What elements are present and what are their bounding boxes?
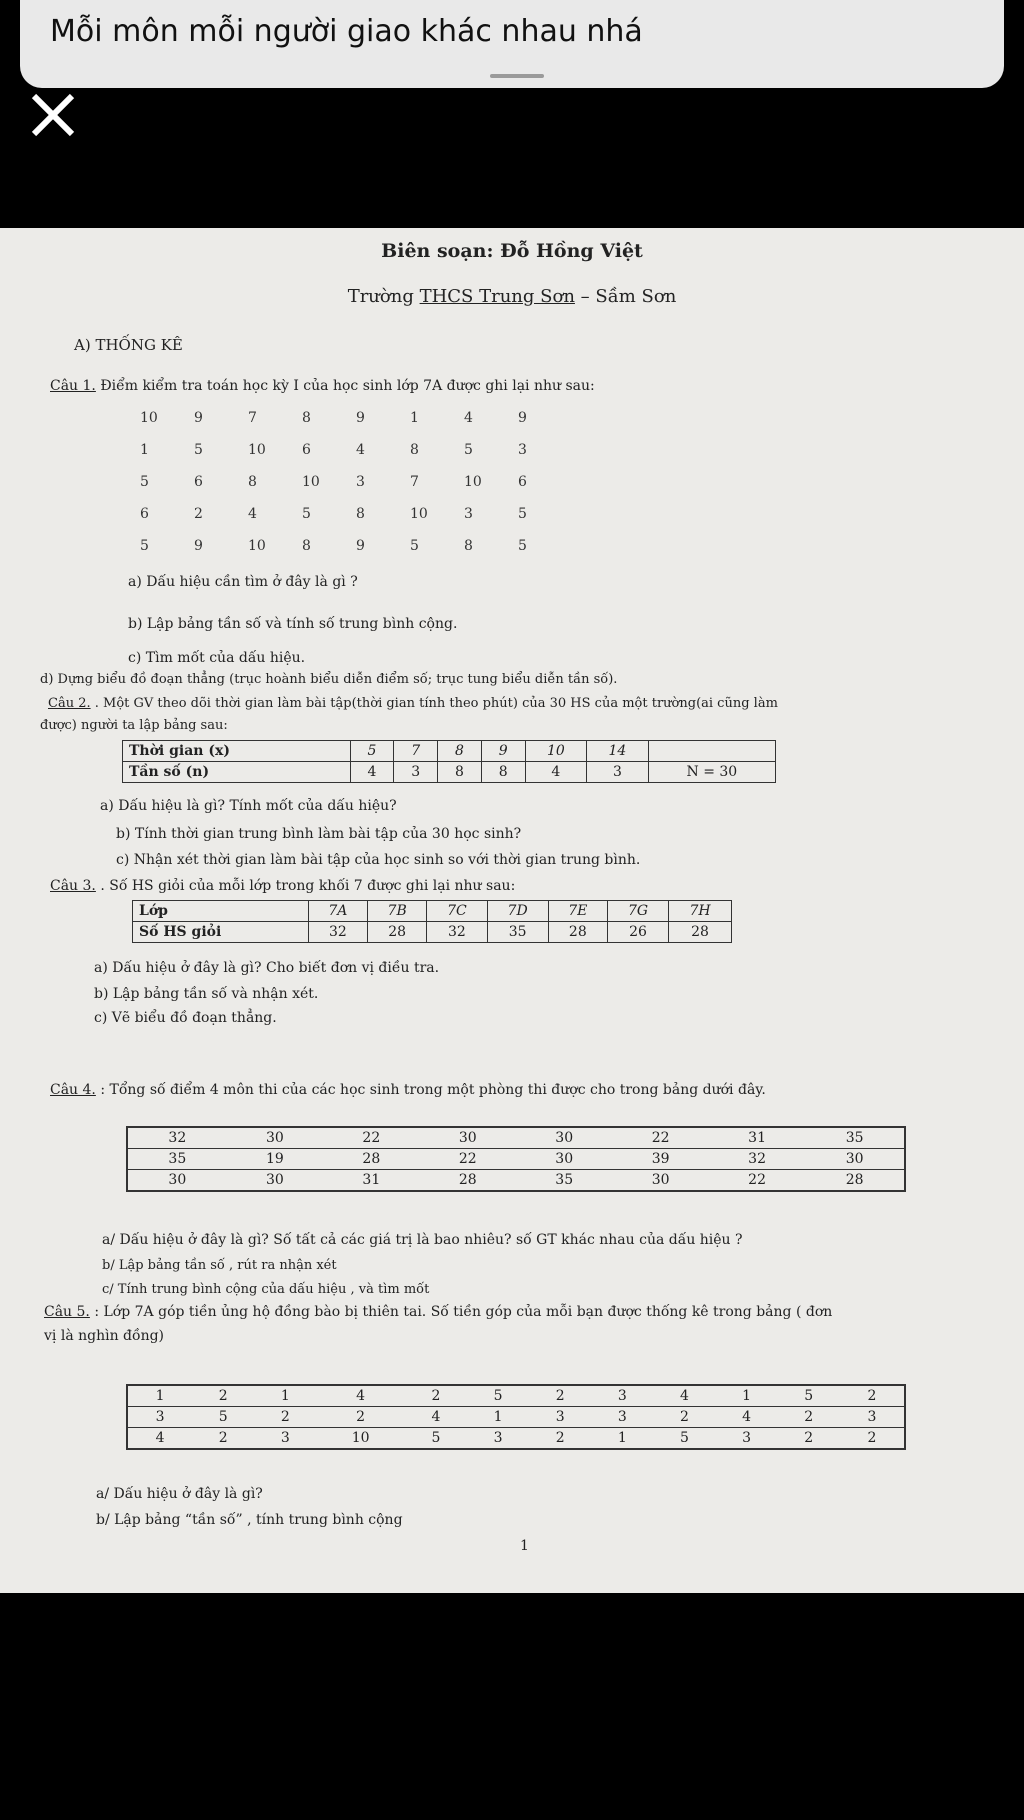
- table-cell: 8: [438, 762, 482, 783]
- q1-cell: 8: [356, 506, 365, 522]
- q1-d: d) Dựng biểu đồ đoạn thẳng (trục hoành biểu diễn điểm số; trục tung biểu diễn tần số).: [40, 672, 618, 687]
- table-cell: 39: [612, 1149, 708, 1170]
- q3-a: a) Dấu hiệu ở đây là gì? Cho biết đơn vị điều tra.: [94, 960, 440, 976]
- q1-cell: 9: [194, 538, 203, 554]
- table-cell: 5: [653, 1428, 715, 1450]
- table-row: [127, 1428, 905, 1450]
- table-cell: 7C: [427, 901, 487, 922]
- table-row: [127, 1127, 905, 1149]
- drag-handle[interactable]: [490, 74, 544, 78]
- q3-row-header: Lớp: [133, 901, 309, 922]
- table-cell: 4: [356, 1388, 366, 1404]
- close-button[interactable]: [26, 88, 80, 142]
- table-cell: 22: [651, 1130, 670, 1146]
- table-cell: 2: [778, 1428, 840, 1450]
- q2-line: [48, 696, 778, 711]
- table-cell: 3: [840, 1407, 905, 1428]
- q4-b: b/ Lập bảng tần số , rút ra nhận xét: [102, 1258, 337, 1273]
- q2-b: b) Tính thời gian trung bình làm bài tập của 30 học sinh?: [116, 826, 522, 842]
- table-cell: 2: [254, 1407, 316, 1428]
- table-cell: 22: [420, 1149, 516, 1170]
- table-cell: 2: [867, 1388, 877, 1404]
- q2-row-header: Thời gian (x): [123, 741, 351, 762]
- table-cell: 28: [367, 922, 426, 943]
- table-cell: 26: [607, 922, 668, 943]
- table-cell: 3: [254, 1428, 316, 1450]
- table-cell: 30: [612, 1170, 708, 1192]
- q1-cell: 6: [194, 474, 203, 490]
- q3-c: c) Vẽ biểu đồ đoạn thẳng.: [94, 1010, 277, 1026]
- table-cell: 3: [716, 1428, 778, 1450]
- table-row: [127, 1149, 905, 1170]
- table-cell: 4: [350, 762, 394, 783]
- q1-cell: 1: [140, 442, 149, 458]
- table-cell: 30: [458, 1130, 477, 1146]
- q5-line: [44, 1304, 832, 1320]
- q1-cell: 3: [518, 442, 527, 458]
- q1-cell: 5: [194, 442, 203, 458]
- table-cell: 2: [529, 1428, 591, 1450]
- table-cell: 3: [529, 1407, 591, 1428]
- q3-line: [50, 878, 515, 894]
- section-title: A) THỐNG KÊ: [74, 336, 183, 354]
- q1-cell: 5: [518, 506, 527, 522]
- q4-a: a/ Dấu hiệu ở đây là gì? Số tất cả các giá trị là bao nhiêu? số GT khác nhau của dấu hiệu ?: [102, 1232, 743, 1248]
- q1-cell: 2: [194, 506, 203, 522]
- table-cell: 14: [587, 741, 649, 762]
- table-cell: 30: [127, 1170, 227, 1192]
- q1-cell: 6: [140, 506, 149, 522]
- table-row: [133, 922, 732, 943]
- table-cell: 1: [155, 1388, 165, 1404]
- table-cell: 7G: [607, 901, 668, 922]
- q1-cell: 10: [248, 538, 266, 554]
- q1-a: a) Dấu hiệu cần tìm ở đây là gì ?: [128, 574, 358, 590]
- q1-cell: 10: [248, 442, 266, 458]
- q1-cell: 9: [194, 410, 203, 426]
- table-cell: 22: [362, 1130, 381, 1146]
- table-cell: 10: [316, 1428, 405, 1450]
- q1-cell: 4: [464, 410, 473, 426]
- q1-cell: 5: [140, 538, 149, 554]
- q2-table: [122, 740, 776, 783]
- q1-cell: 3: [464, 506, 473, 522]
- table-cell: 2: [316, 1407, 405, 1428]
- q1-prompt: Điểm kiểm tra toán học kỳ I của học sinh lớp 7A được ghi lại như sau:: [100, 378, 595, 394]
- q1-c: c) Tìm mốt của dấu hiệu.: [128, 650, 306, 666]
- q4-prompt: : Tổng số điểm 4 môn thi của các học sinh trong một phòng thi được cho trong bảng dưới đây.: [100, 1082, 766, 1098]
- author-line: Biên soạn: Đỗ Hồng Việt: [381, 240, 643, 262]
- table-cell: 7B: [367, 901, 426, 922]
- q1-cell: 8: [302, 410, 311, 426]
- q2-label: Câu 2.: [48, 696, 91, 711]
- table-cell: [648, 741, 775, 762]
- table-row: [127, 1407, 905, 1428]
- q1-cell: 5: [464, 442, 473, 458]
- table-row: [127, 1170, 905, 1192]
- q2-prompt: . Một GV theo dõi thời gian làm bài tập(thời gian tính theo phút) của 30 HS của một trường(ai cũng làm: [94, 696, 778, 711]
- table-row: [133, 901, 732, 922]
- table-cell: 10: [525, 741, 587, 762]
- q1-cell: 8: [248, 474, 257, 490]
- school-line: [0, 286, 1024, 307]
- q3-prompt: . Số HS giỏi của mỗi lớp trong khối 7 được ghi lại như sau:: [100, 878, 516, 894]
- table-cell: 19: [227, 1149, 323, 1170]
- q2-a: a) Dấu hiệu là gì? Tính mốt của dấu hiệu?: [100, 798, 397, 814]
- table-cell: 32: [168, 1130, 187, 1146]
- q4-c: c/ Tính trung bình cộng của dấu hiệu , và tìm mốt: [102, 1282, 430, 1297]
- page-number: 1: [520, 1538, 529, 1554]
- table-cell: 22: [709, 1170, 805, 1192]
- q1-cell: 4: [356, 442, 365, 458]
- notification-message: Mỗi môn mỗi người giao khác nhau nhá: [50, 14, 643, 49]
- q1-cell: 6: [518, 474, 527, 490]
- q1-cell: 10: [464, 474, 482, 490]
- q1-cell: 4: [248, 506, 257, 522]
- q4-line: [50, 1082, 766, 1098]
- table-cell: 7E: [548, 901, 607, 922]
- table-cell: 3: [617, 1388, 627, 1404]
- table-cell: 31: [748, 1130, 766, 1146]
- table-cell: 30: [555, 1130, 574, 1146]
- table-cell: 3: [591, 1407, 653, 1428]
- q5-prompt-cont: vị là nghìn đồng): [44, 1328, 165, 1344]
- q5-label: Câu 5.: [44, 1304, 90, 1320]
- table-cell: 30: [516, 1149, 612, 1170]
- q3-row-header: Số HS giỏi: [133, 922, 309, 943]
- q1-cell: 1: [410, 410, 419, 426]
- table-cell: 7H: [669, 901, 732, 922]
- table-cell: 7: [394, 741, 438, 762]
- table-cell: 2: [431, 1388, 441, 1404]
- table-cell: 35: [487, 922, 548, 943]
- table-cell: 2: [218, 1388, 228, 1404]
- table-cell: 1: [591, 1428, 653, 1450]
- notification-banner[interactable]: [20, 0, 1004, 88]
- table-cell: 9: [481, 741, 525, 762]
- table-cell: 7A: [308, 901, 367, 922]
- q1-cell: 5: [302, 506, 311, 522]
- q1-cell: 3: [356, 474, 365, 490]
- q1-label: Câu 1.: [50, 378, 96, 394]
- school-suffix: – Sầm Sơn: [580, 286, 677, 307]
- table-cell: 28: [669, 922, 732, 943]
- table-cell: 2: [778, 1407, 840, 1428]
- q1-cell: 5: [518, 538, 527, 554]
- table-cell: 5: [804, 1388, 814, 1404]
- table-cell: 3: [394, 762, 438, 783]
- school-name: THCS Trung Sơn: [419, 286, 575, 307]
- table-cell: 7D: [487, 901, 548, 922]
- q1-line: [50, 378, 595, 394]
- q2-prompt-cont: được) người ta lập bảng sau:: [40, 718, 228, 733]
- table-cell: 30: [227, 1170, 323, 1192]
- table-cell: 4: [680, 1388, 689, 1404]
- q1-cell: 7: [410, 474, 419, 490]
- table-row: [123, 762, 776, 783]
- table-cell: 8: [481, 762, 525, 783]
- q1-cell: 9: [518, 410, 527, 426]
- q1-cell: 10: [302, 474, 320, 490]
- q1-cell: 8: [410, 442, 419, 458]
- q1-cell: 9: [356, 538, 365, 554]
- table-cell: 3: [127, 1407, 192, 1428]
- table-cell: 5: [350, 741, 394, 762]
- table-cell: 2: [840, 1428, 905, 1450]
- table-cell: 32: [308, 922, 367, 943]
- q1-cell: 9: [356, 410, 365, 426]
- q1-cell: 10: [140, 410, 158, 426]
- q4-table: [126, 1126, 906, 1192]
- table-row: [127, 1385, 905, 1407]
- table-row: [123, 741, 776, 762]
- table-cell: 4: [525, 762, 587, 783]
- table-cell: 28: [323, 1149, 419, 1170]
- table-cell: 35: [516, 1170, 612, 1192]
- table-cell: 3: [467, 1428, 529, 1450]
- table-cell: 32: [427, 922, 487, 943]
- table-cell: 2: [653, 1407, 715, 1428]
- table-cell: 8: [438, 741, 482, 762]
- q1-data-grid: [140, 410, 572, 570]
- table-cell: 35: [127, 1149, 227, 1170]
- table-cell: 5: [493, 1388, 503, 1404]
- q1-cell: 8: [464, 538, 473, 554]
- table-cell: 28: [548, 922, 607, 943]
- table-cell: 1: [280, 1388, 290, 1404]
- q2-c: c) Nhận xét thời gian làm bài tập của học sinh so với thời gian trung bình.: [116, 852, 641, 868]
- close-icon: [26, 88, 80, 142]
- table-cell: 32: [709, 1149, 805, 1170]
- q3-b: b) Lập bảng tần số và nhận xét.: [94, 986, 319, 1002]
- q1-b: b) Lập bảng tần số và tính số trung bình cộng.: [128, 616, 458, 632]
- table-cell: 5: [405, 1428, 467, 1450]
- q5-table: [126, 1384, 906, 1450]
- worksheet-photo[interactable]: [0, 228, 1024, 1593]
- q1-cell: 5: [410, 538, 419, 554]
- table-cell: 31: [323, 1170, 419, 1192]
- q5-prompt: : Lớp 7A góp tiền ủng hộ đồng bào bị thiên tai. Số tiền góp của mỗi bạn được thống kê trong bảng ( đơn: [94, 1304, 833, 1320]
- table-cell: 4: [127, 1428, 192, 1450]
- table-cell: 35: [845, 1130, 864, 1146]
- table-cell: 4: [405, 1407, 467, 1428]
- q5-b: b/ Lập bảng “tần số” , tính trung bình cộng: [96, 1512, 403, 1528]
- table-cell: 30: [805, 1149, 905, 1170]
- table-cell: 28: [420, 1170, 516, 1192]
- school-prefix: Trường: [347, 286, 414, 307]
- q3-table: [132, 900, 732, 943]
- q5-a: a/ Dấu hiệu ở đây là gì?: [96, 1486, 263, 1502]
- q4-label: Câu 4.: [50, 1082, 96, 1098]
- q3-label: Câu 3.: [50, 878, 96, 894]
- table-cell: 1: [742, 1388, 752, 1404]
- q1-cell: 7: [248, 410, 257, 426]
- q2-row-header: Tần số (n): [123, 762, 351, 783]
- table-cell: 2: [192, 1428, 254, 1450]
- table-cell: 5: [192, 1407, 254, 1428]
- table-cell: 4: [716, 1407, 778, 1428]
- table-cell: 30: [265, 1130, 284, 1146]
- table-cell: N = 30: [648, 762, 775, 783]
- table-cell: 3: [587, 762, 649, 783]
- table-cell: 1: [467, 1407, 529, 1428]
- q1-cell: 5: [140, 474, 149, 490]
- q1-cell: 8: [302, 538, 311, 554]
- q1-cell: 6: [302, 442, 311, 458]
- table-cell: 28: [805, 1170, 905, 1192]
- q1-cell: 10: [410, 506, 428, 522]
- table-cell: 2: [555, 1388, 565, 1404]
